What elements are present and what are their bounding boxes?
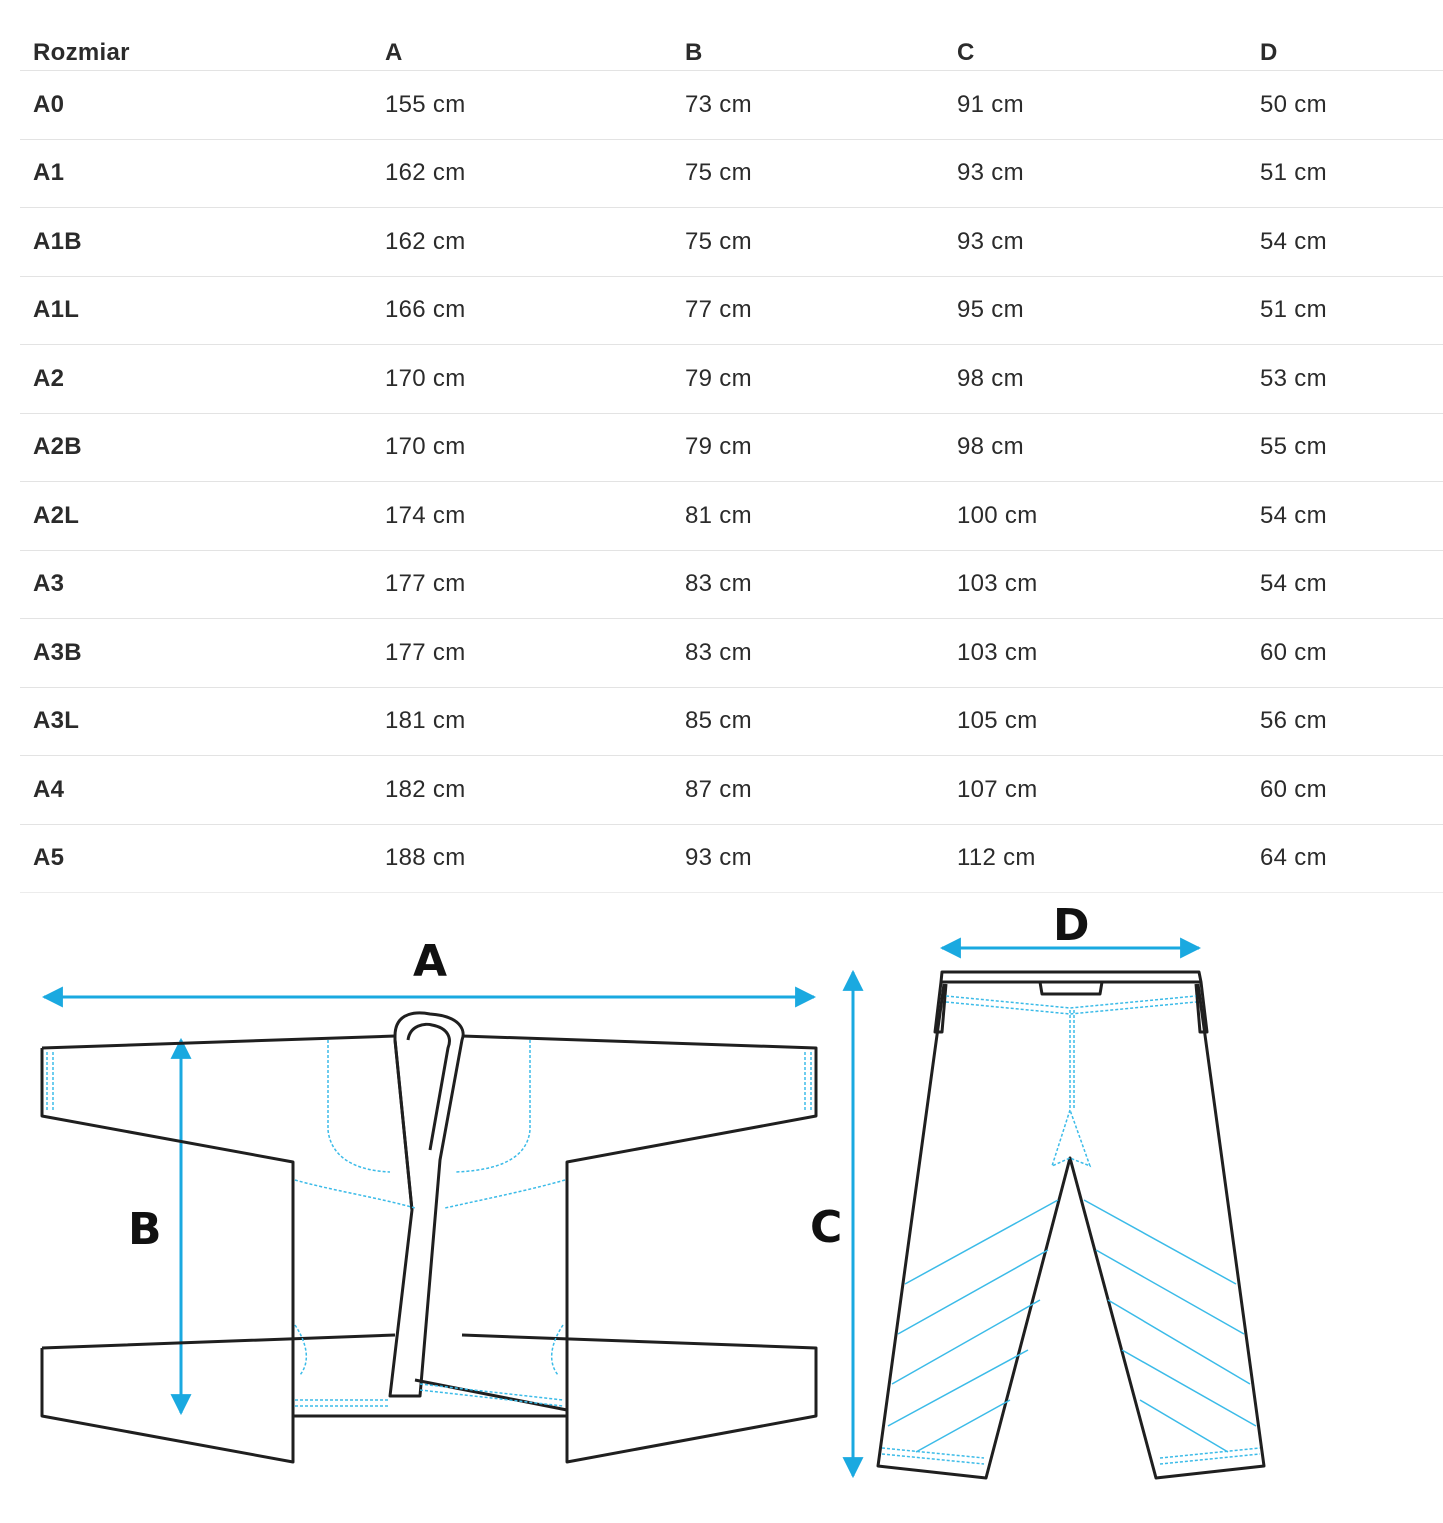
cell-a: 181 cm — [385, 707, 466, 735]
cell-d: 54 cm — [1260, 501, 1327, 529]
cell-rozmiar: A1B — [33, 227, 82, 255]
cell-a: 162 cm — [385, 159, 466, 187]
jacket-body — [42, 1335, 816, 1464]
table-row — [20, 277, 1443, 346]
cell-d: 54 cm — [1260, 227, 1327, 255]
cell-d: 56 cm — [1260, 707, 1327, 735]
table-row — [20, 688, 1443, 757]
jacket-drawn — [42, 1348, 293, 1462]
cell-d: 51 cm — [1260, 159, 1327, 187]
cell-rozmiar: A2B — [33, 433, 82, 461]
cell-a: 188 cm — [385, 844, 466, 872]
pants-waist-label: D — [1053, 900, 1090, 951]
cell-a: 177 cm — [385, 638, 466, 666]
cell-a: 182 cm — [385, 775, 466, 803]
cell-rozmiar: A1L — [33, 296, 80, 324]
table-row — [20, 551, 1443, 620]
cell-c: 103 cm — [957, 570, 1038, 598]
cell-b: 79 cm — [685, 433, 752, 461]
cell-c: 112 cm — [957, 844, 1036, 872]
cell-rozmiar: A2L — [33, 501, 80, 529]
cell-rozmiar: A5 — [33, 844, 65, 872]
cell-b: 81 cm — [685, 501, 752, 529]
size-table — [20, 0, 1443, 893]
jacket-silhouette — [42, 1335, 816, 1462]
cell-c: 91 cm — [957, 90, 1024, 118]
table-body — [20, 71, 1443, 893]
jacket-width-label: A — [413, 936, 448, 987]
jacket-illustration — [42, 880, 816, 1523]
cell-rozmiar: A3B — [33, 638, 82, 666]
cell-a: 162 cm — [385, 227, 466, 255]
cell-rozmiar: A0 — [33, 90, 65, 118]
cell-a: 170 cm — [385, 364, 466, 392]
cell-rozmiar: A4 — [33, 775, 65, 803]
cell-d: 51 cm — [1260, 296, 1327, 324]
jacket-stitching — [47, 1040, 811, 1406]
cell-a: 174 cm — [385, 501, 466, 529]
cell-rozmiar: A2 — [33, 364, 65, 392]
cell-d: 60 cm — [1260, 775, 1327, 803]
table-row — [20, 71, 1443, 140]
pants-illustration — [810, 900, 1199, 1476]
table-row — [20, 414, 1443, 483]
cell-b: 83 cm — [685, 638, 752, 666]
cell-c: 93 cm — [957, 227, 1024, 255]
cell-c: 105 cm — [957, 707, 1038, 735]
jacket-left-side — [42, 1348, 293, 1462]
header-c: C — [957, 39, 975, 66]
cell-b: 75 cm — [685, 159, 752, 187]
cell-a: 166 cm — [385, 296, 466, 324]
cell-a: 170 cm — [385, 433, 466, 461]
table-row — [20, 619, 1443, 688]
cell-rozmiar: A3L — [33, 707, 80, 735]
header-a: A — [385, 39, 403, 66]
cell-b: 73 cm — [685, 90, 752, 118]
table-row — [20, 756, 1443, 825]
jacket-length-label: B — [128, 1204, 162, 1255]
cell-d: 55 cm — [1260, 433, 1327, 461]
cell-c: 95 cm — [957, 296, 1024, 324]
table-row — [20, 140, 1443, 209]
cell-c: 93 cm — [957, 159, 1024, 187]
pants-length-label: C — [810, 1202, 843, 1253]
cell-b: 79 cm — [685, 364, 752, 392]
cell-c: 103 cm — [957, 638, 1038, 666]
measurement-diagram — [0, 880, 1443, 1523]
cell-rozmiar: A3 — [33, 570, 65, 598]
jacket-outline — [42, 1333, 816, 1462]
cell-b: 75 cm — [685, 227, 752, 255]
cell-d: 60 cm — [1260, 638, 1327, 666]
cell-d: 50 cm — [1260, 90, 1327, 118]
cell-b: 87 cm — [685, 775, 752, 803]
header-rozmiar: Rozmiar — [33, 39, 130, 66]
cell-b: 83 cm — [685, 570, 752, 598]
jacket-torso — [293, 1462, 567, 1523]
cell-b: 77 cm — [685, 296, 752, 324]
cell-c: 100 cm — [957, 501, 1038, 529]
cell-c: 98 cm — [957, 433, 1024, 461]
cell-a: 177 cm — [385, 570, 466, 598]
cell-d: 64 cm — [1260, 844, 1327, 872]
pants-lines — [878, 972, 1264, 1478]
header-d: D — [1260, 39, 1278, 66]
cell-b: 85 cm — [685, 707, 752, 735]
table-row — [20, 345, 1443, 414]
table-header-row — [20, 0, 1443, 71]
cell-b: 93 cm — [685, 844, 752, 872]
header-b: B — [685, 39, 703, 66]
cell-c: 107 cm — [957, 775, 1038, 803]
cell-a: 155 cm — [385, 90, 466, 118]
jacket-shape — [42, 1336, 816, 1463]
cell-d: 54 cm — [1260, 570, 1327, 598]
cell-c: 98 cm — [957, 364, 1024, 392]
pants-stitching — [882, 996, 1260, 1464]
table-row — [20, 208, 1443, 277]
cell-d: 53 cm — [1260, 364, 1327, 392]
cell-rozmiar: A1 — [33, 159, 65, 187]
table-row — [20, 482, 1443, 551]
measurement-diagram-svg — [0, 880, 1443, 1523]
